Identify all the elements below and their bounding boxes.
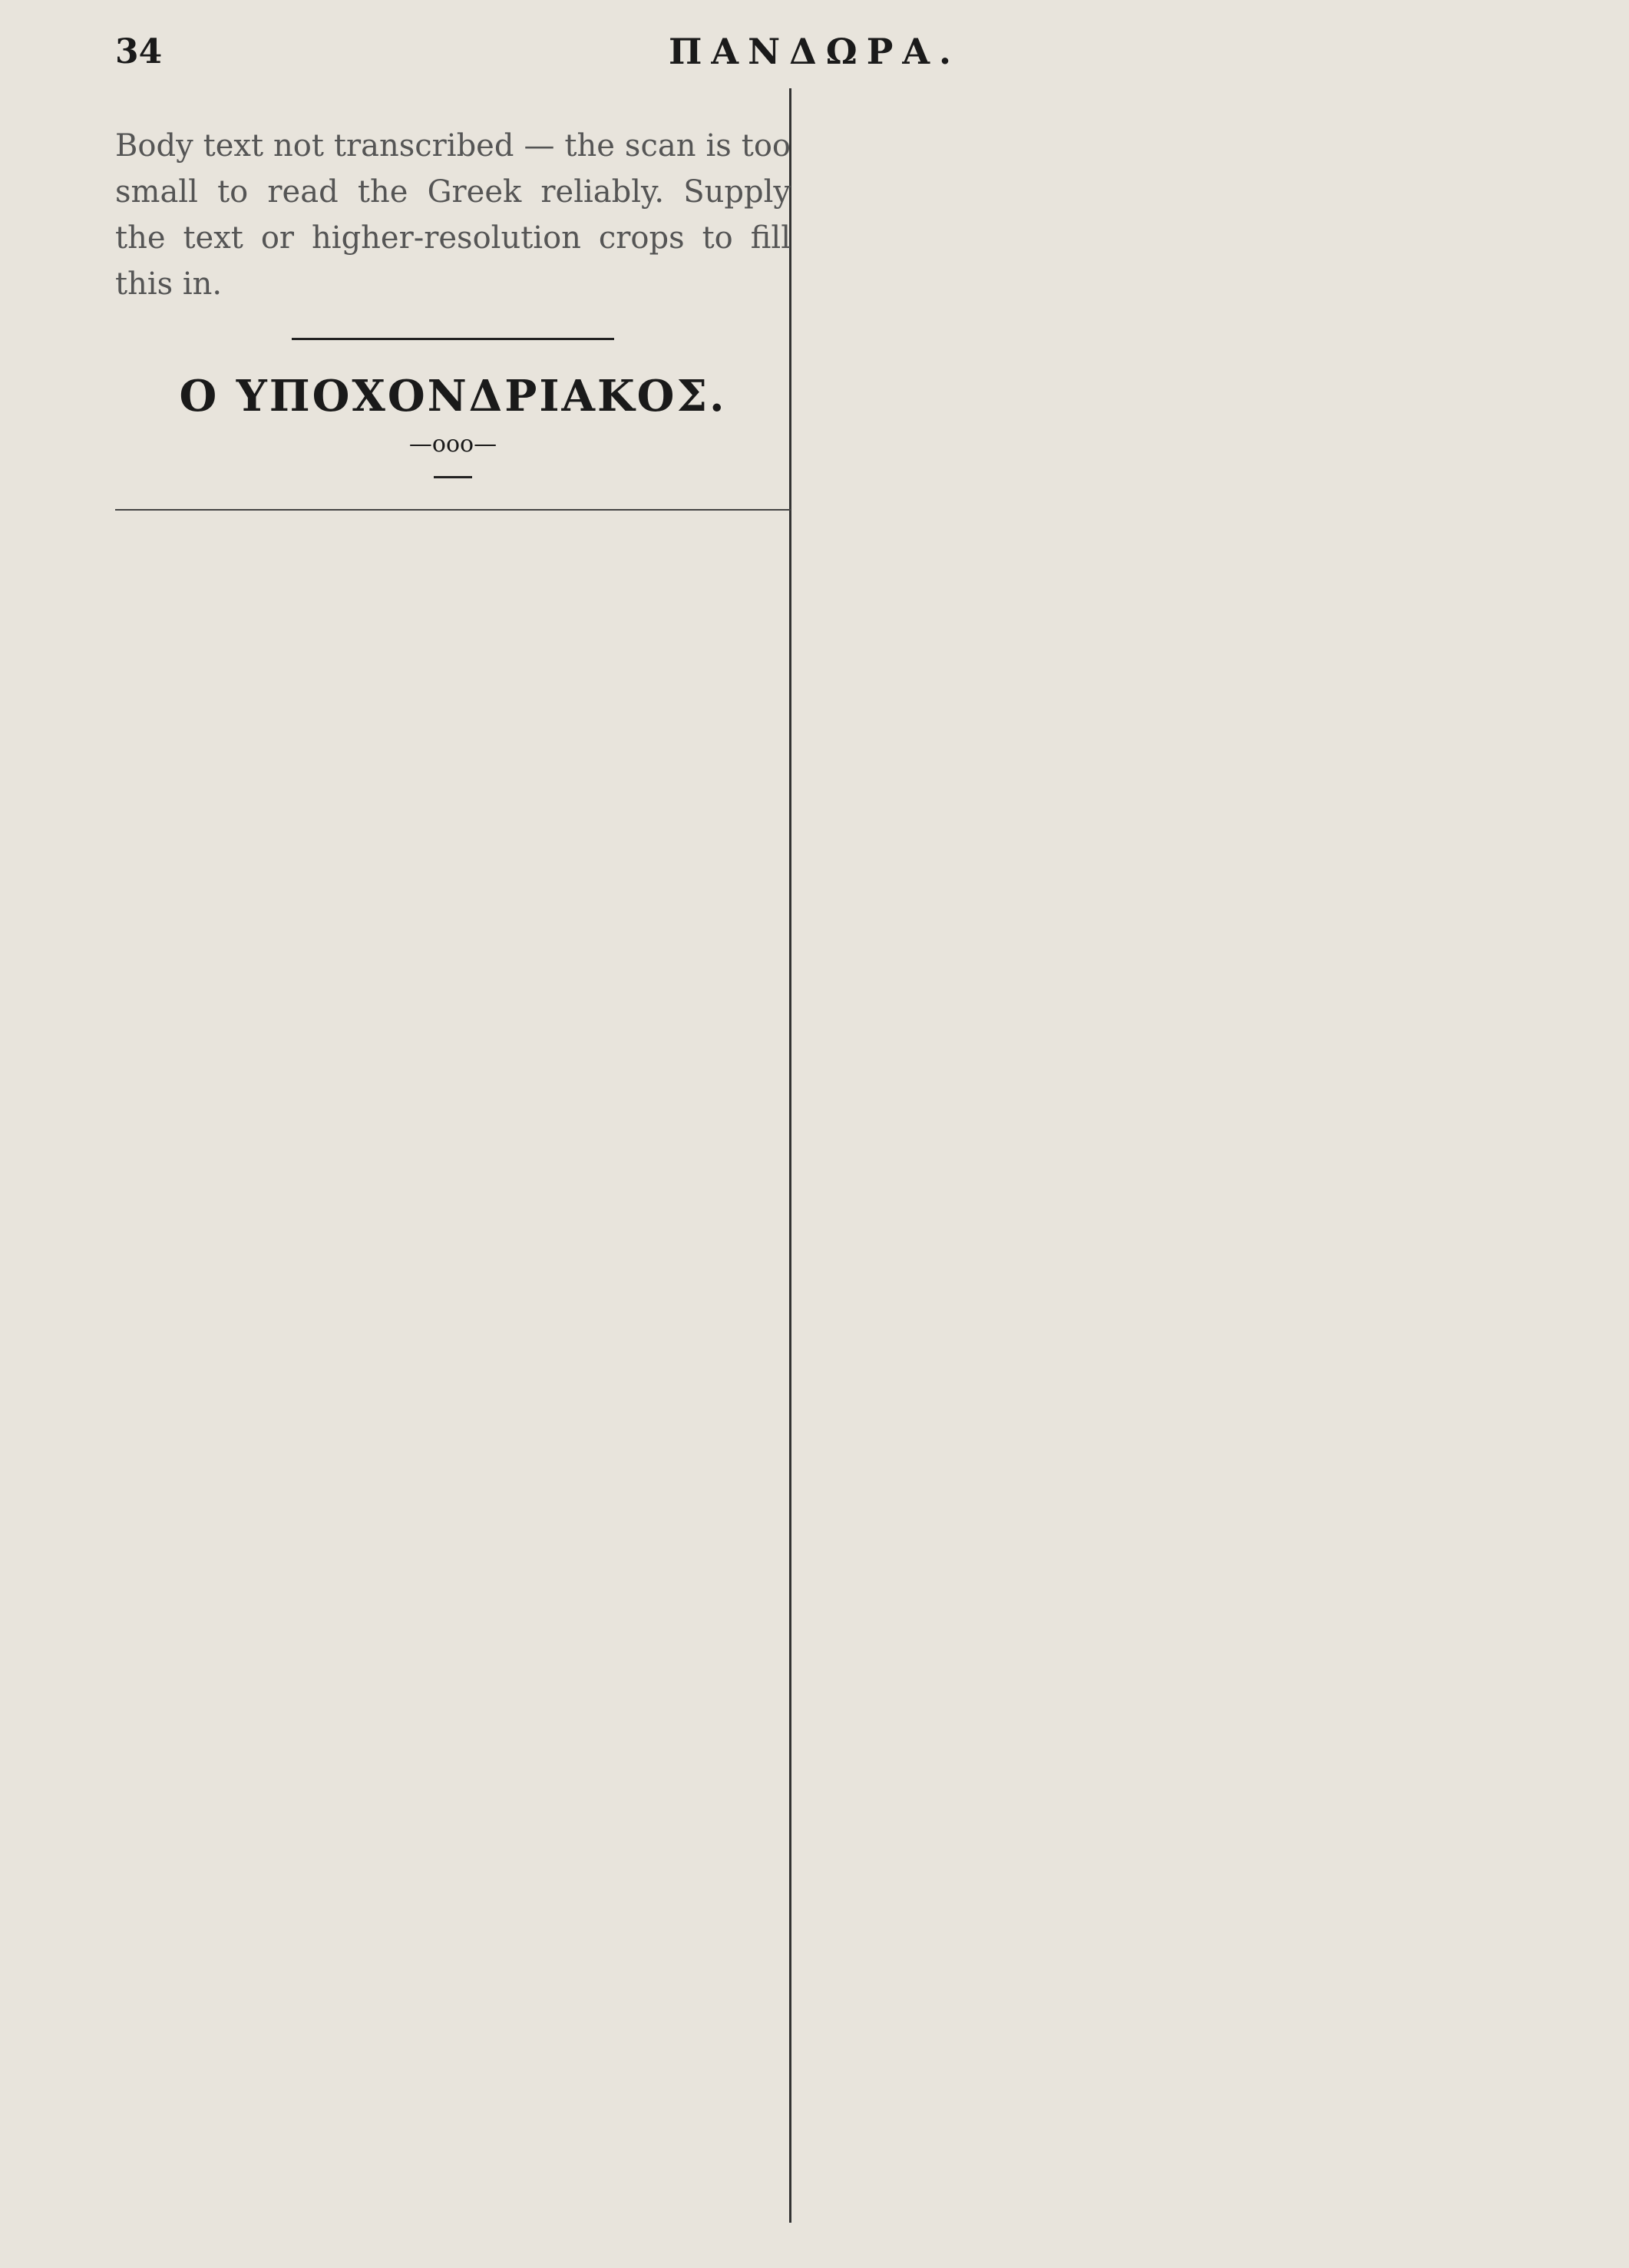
section-divider	[292, 338, 614, 340]
page-number: 34	[115, 32, 163, 71]
running-title: ΠΑΝΔΩΡΑ.	[668, 31, 961, 72]
short-divider	[434, 476, 472, 478]
left-column	[115, 92, 791, 520]
transcription-notice: Body text not transcribed — the scan is too small to read the Greek reliably. Supply the text or higher-resolution crops to fill this in.	[115, 128, 791, 302]
footnote-divider	[115, 509, 791, 511]
article-title: Ο ΥΠΟΧΟΝΔΡΙΑΚΟΣ.	[179, 371, 727, 422]
title-ornament: —ooo—	[408, 431, 497, 458]
